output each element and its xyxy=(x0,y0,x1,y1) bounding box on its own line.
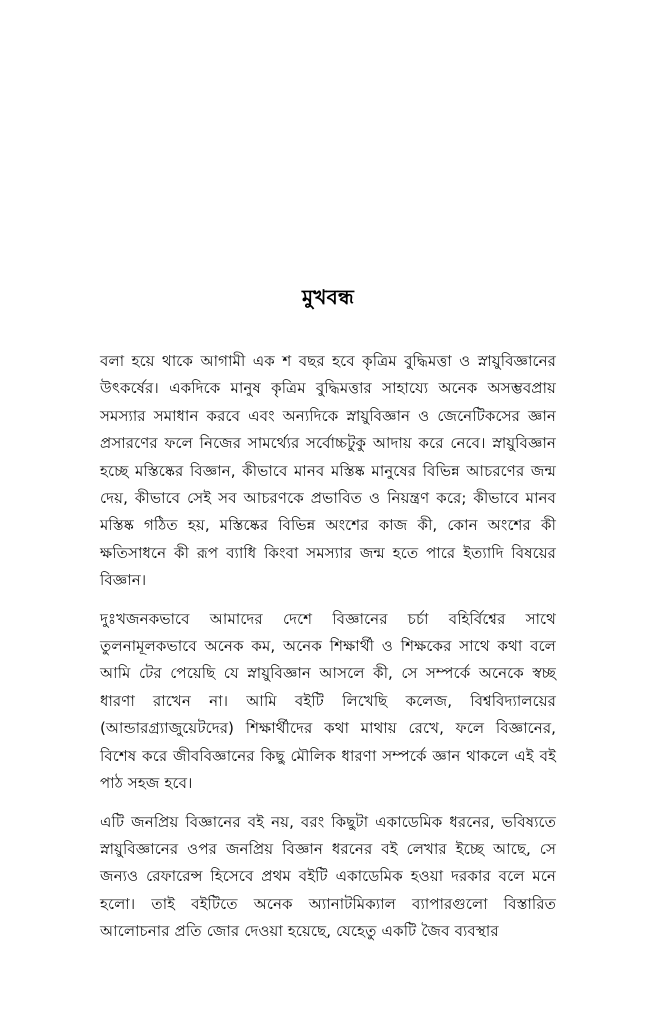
body-paragraph-1: বলা হয়ে থাকে আগামী এক শ বছর হবে কৃত্রিম বুদ্ধিমত্তা ও স্নায়ুবিজ্ঞানের উৎকর্ষের। একদিকে মানুষ কৃত্রিম বুদ্ধিমত্তার সাহায্যে অনেক অসম্ভবপ্রায় সমস্যার সমাধান করবে এবং অন্যদিকে স্নায়ুবিজ্ঞান ও জেনেটিকসের জ্ঞান প্রসারণের ফলে নিজের সামর্থ্যের সর্বোচ্চটুকু আদায় করে নেবে। স্নায়ুবিজ্ঞান হচ্ছে মস্তিষ্কের বিজ্ঞান, কীভাবে মানব মস্তিষ্ক মানুষের বিভিন্ন আচরণের জন্ম দেয়, কীভাবে সেই সব আচরণকে প্রভাবিত ও নিয়ন্ত্রণ করে; কীভাবে মানব মস্তিষ্ক গঠিত হয়, মস্তিষ্কের বিভিন্ন অংশের কাজ কী, কোন অংশের কী ক্ষতিসাধনে কী রূপ ব্যাধি কিংবা সমস্যার জন্ম হতে পারে ইত্যাদি বিষয়ের বিজ্ঞান। xyxy=(100,352,556,590)
body-paragraph-3: এটি জনপ্রিয় বিজ্ঞানের বই নয়, বরং কিছুটা একাডেমিক ধরনের, ভবিষ্যতে স্নায়ুবিজ্ঞানের ওপর জনপ্রিয় বিজ্ঞান ধরনের বই লেখার ইচ্ছে আছে, সে জন্যও রেফারেন্স হিসেবে প্রথম বইটি একাডেমিক হওয়া দরকার বলে মনে হলো। তাই বইটিতে অনেক অ্যানাটমিক্যাল ব্যাপারগুলো বিস্তারিত আলোচনার প্রতি জোর দেওয়া হয়েছে, যেহেতু একটি জৈব ব্যবস্থার xyxy=(100,812,556,941)
body-paragraph-2: দুঃখজনকভাবে আমাদের দেশে বিজ্ঞানের চর্চা বহির্বিশ্বের সাথে তুলনামূলকভাবে অনেক কম, অনেক শিক্ষার্থী ও শিক্ষকের সাথে কথা বলে আমি টের পেয়েছি যে স্নায়ুবিজ্ঞান আসলে কী, সে সম্পর্কে অনেকে স্বচ্ছ ধারণা রাখেন না। আমি বইটি লিখেছি কলেজ, বিশ্ববিদ্যালয়ের (আন্ডারগ্র্যাজুয়েটদের) শিক্ষার্থীদের কথা মাথায় রেখে, ফলে বিজ্ঞানের, বিশেষ করে জীববিজ্ঞানের কিছু মৌলিক ধারণা সম্পর্কে জ্ঞান থাকলে এই বই পাঠ সহজ হবে। xyxy=(100,609,556,793)
page-title: মুখবন্ধ xyxy=(301,285,354,309)
page-content xyxy=(100,283,556,946)
